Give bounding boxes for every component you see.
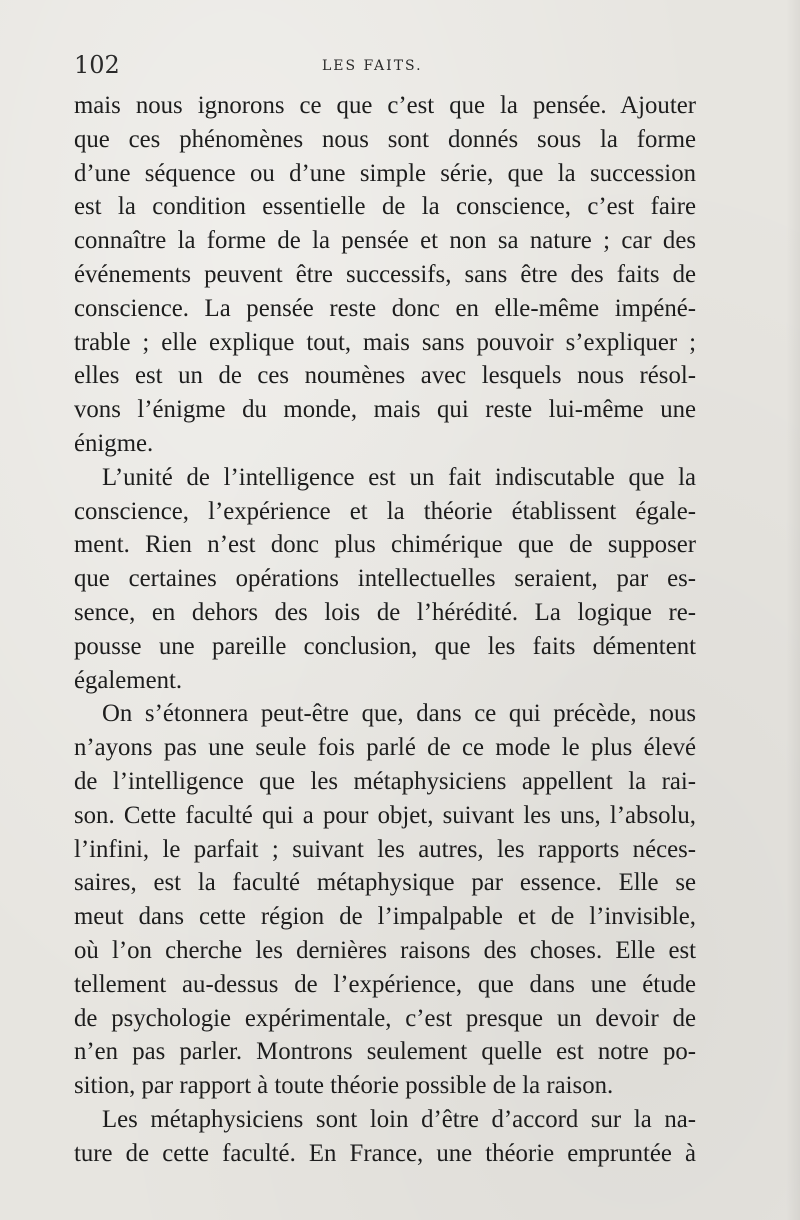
text-line: trable ; elle explique tout, mais sans pouvoir s’expliquer ; xyxy=(74,328,696,356)
text-line: pousse une pareille conclusion, que les faits démentent xyxy=(74,632,696,660)
text-line: ture de cette faculté. En France, une théorie empruntée à xyxy=(74,1139,696,1167)
body-text xyxy=(74,89,696,1171)
page-number: 102 xyxy=(74,51,120,79)
text-line: sence, en dehors des lois de l’hérédité. La logique re- xyxy=(74,598,696,626)
text-line: n’en pas parler. Montrons seulement quelle est notre po- xyxy=(74,1038,696,1066)
text-line: d’une séquence ou d’une simple série, que la succession xyxy=(74,159,696,187)
text-line: où l’on cherche les dernières raisons des choses. Elle est xyxy=(74,936,696,964)
text-line: tellement au-dessus de l’expérience, que dans une étude xyxy=(74,970,696,998)
text-line: l’infini, le parfait ; suivant les autres, les rapports néces- xyxy=(74,835,696,863)
text-line: énigme. xyxy=(74,429,154,457)
text-line: est la condition essentielle de la conscience, c’est faire xyxy=(74,193,696,221)
text-line: de l’intelligence que les métaphysiciens appellent la rai- xyxy=(74,767,696,795)
text-line: également. xyxy=(74,666,183,694)
text-line: vons l’énigme du monde, mais qui reste lui-même une xyxy=(74,396,696,424)
paragraph-start-line: On s’étonnera peut-être que, dans ce qui précède, nous xyxy=(102,700,696,728)
text-line: conscience. La pensée reste donc en elle-même impéné- xyxy=(74,294,696,322)
paragraph-start-line: L’unité de l’intelligence est un fait indiscutable que la xyxy=(102,463,696,491)
text-line: saires, est la faculté métaphysique par essence. Elle se xyxy=(74,869,696,897)
page-header xyxy=(74,48,694,82)
text-line: son. Cette faculté qui a pour objet, suivant les uns, l’absolu, xyxy=(74,801,696,829)
page-edge-shadow xyxy=(786,0,800,1220)
text-line: que ces phénomènes nous sont donnés sous la forme xyxy=(74,125,696,153)
text-line: meut dans cette région de l’impalpable et de l’invisible, xyxy=(74,903,696,931)
text-line: de psychologie expérimentale, c’est presque un devoir de xyxy=(74,1004,696,1032)
text-line: connaître la forme de la pensée et non sa nature ; car des xyxy=(74,227,696,255)
text-line: événements peuvent être successifs, sans être des faits de xyxy=(74,260,696,288)
running-head: LES FAITS. xyxy=(322,58,423,74)
text-line: sition, par rapport à toute théorie possible de la raison. xyxy=(74,1072,614,1100)
text-line: n’ayons pas une seule fois parlé de ce mode le plus élevé xyxy=(74,734,696,762)
text-line: mais nous ignorons ce que c’est que la pensée. Ajouter xyxy=(74,92,696,119)
text-line: elles est un de ces noumènes avec lesquels nous résol- xyxy=(74,362,696,390)
text-line: que certaines opérations intellectuelles seraient, par es- xyxy=(74,565,696,593)
text-line: conscience, l’expérience et la théorie établissent égale- xyxy=(74,497,696,525)
paragraph-start-line: Les métaphysiciens sont loin d’être d’accord sur la na- xyxy=(102,1105,696,1133)
text-line: ment. Rien n’est donc plus chimérique que de supposer xyxy=(74,531,696,559)
